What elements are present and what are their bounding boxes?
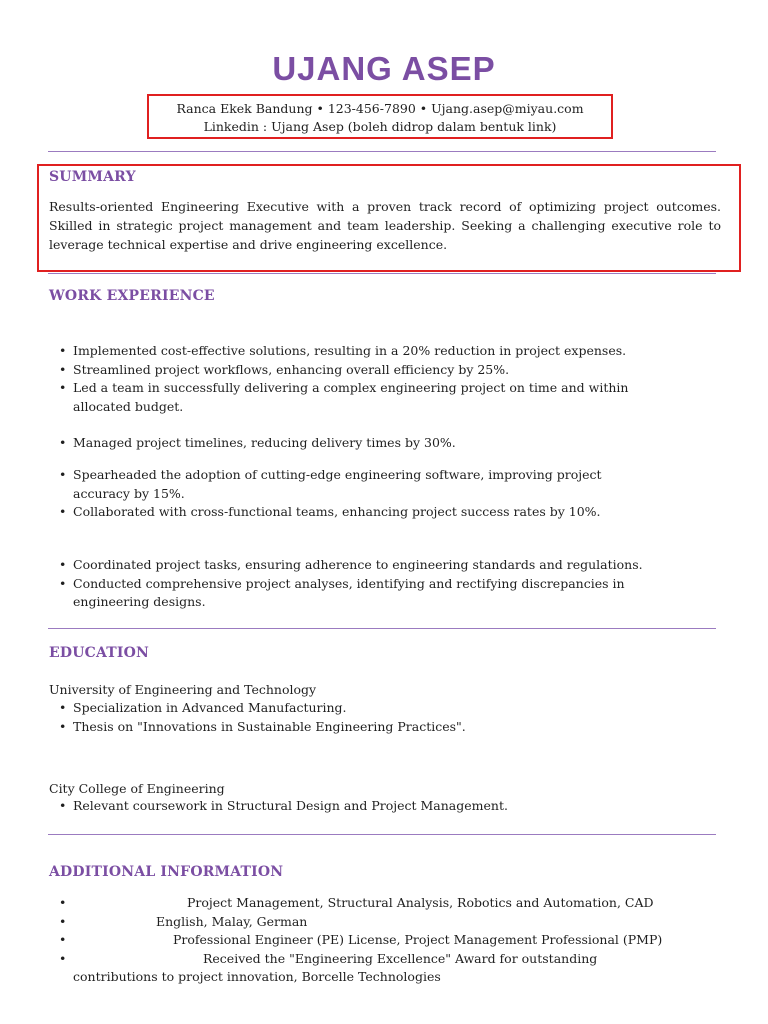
list-item: • Spearheaded the adoption of cutting-edge engineering software, improving project accuracy by 15%. <box>49 466 689 503</box>
languages-text: English, Malay, German <box>156 913 308 929</box>
school-details-list <box>49 699 689 736</box>
list-item: • Implemented cost-effective solutions, resulting in a 20% reduction in project expenses. <box>49 342 689 361</box>
list-item <box>49 931 689 950</box>
contact-line: Ranca Ekek Bandung • 123-456-7890 • Ujang.asep@miyau.com <box>176 101 584 116</box>
list-item: • Specialization in Advanced Manufacturing. <box>49 699 689 718</box>
work-list-3 <box>49 466 689 522</box>
school-name: City College of Engineering <box>49 781 225 796</box>
divider <box>48 834 716 835</box>
contact-info-box <box>147 94 613 139</box>
divider <box>48 628 716 629</box>
list-item: • Thesis on "Innovations in Sustainable Engineering Practices". <box>49 718 689 737</box>
list-item <box>49 950 689 987</box>
education-heading: EDUCATION <box>49 645 150 661</box>
list-item <box>49 894 689 913</box>
list-item: • Led a team in successfully delivering a complex engineering project on time and within allocated budget. <box>49 379 689 416</box>
linkedin-line: Linkedin : Ujang Asep (boleh didrop dalam bentuk link) <box>203 119 557 134</box>
list-item <box>49 913 689 932</box>
divider <box>48 273 716 274</box>
additional-info-heading: ADDITIONAL INFORMATION <box>49 864 284 880</box>
candidate-name: UJANG ASEP <box>272 50 496 87</box>
list-item: • Conducted comprehensive project analyses, identifying and rectifying discrepancies in engineering designs. <box>49 575 689 612</box>
list-item: • Managed project timelines, reducing delivery times by 30%. <box>49 434 689 453</box>
list-item: • Collaborated with cross-functional teams, enhancing project success rates by 10%. <box>49 503 689 522</box>
summary-text: Results-oriented Engineering Executive with a proven track record of optimizing project outcomes. Skilled in strategic project management and team leadership. Seeking a challenging executive role to leverage technical expertise and drive engineering excellence. <box>49 199 721 252</box>
work-list-2 <box>49 434 689 453</box>
school-name: University of Engineering and Technology <box>49 682 317 697</box>
skills-text: Project Management, Structural Analysis, Robotics and Automation, CAD <box>187 895 654 910</box>
list-item: • Streamlined project workflows, enhancing overall efficiency by 25%. <box>49 361 689 380</box>
divider <box>48 151 716 152</box>
list-item: • Coordinated project tasks, ensuring adherence to engineering standards and regulations. <box>49 556 689 575</box>
list-item: • Relevant coursework in Structural Design and Project Management. <box>49 797 689 816</box>
certifications-text: Professional Engineer (PE) License, Project Management Professional (PMP) <box>173 932 663 947</box>
summary-heading: SUMMARY <box>49 169 136 185</box>
school-details-list <box>49 797 689 816</box>
work-experience-heading: WORK EXPERIENCE <box>49 288 215 304</box>
work-list-1 <box>49 342 689 416</box>
work-list-4 <box>49 556 689 612</box>
additional-info-list <box>49 894 689 987</box>
awards-text: Received the "Engineering Excellence" Award for outstanding contributions to project innovation, Borcelle Technologies <box>73 950 598 984</box>
